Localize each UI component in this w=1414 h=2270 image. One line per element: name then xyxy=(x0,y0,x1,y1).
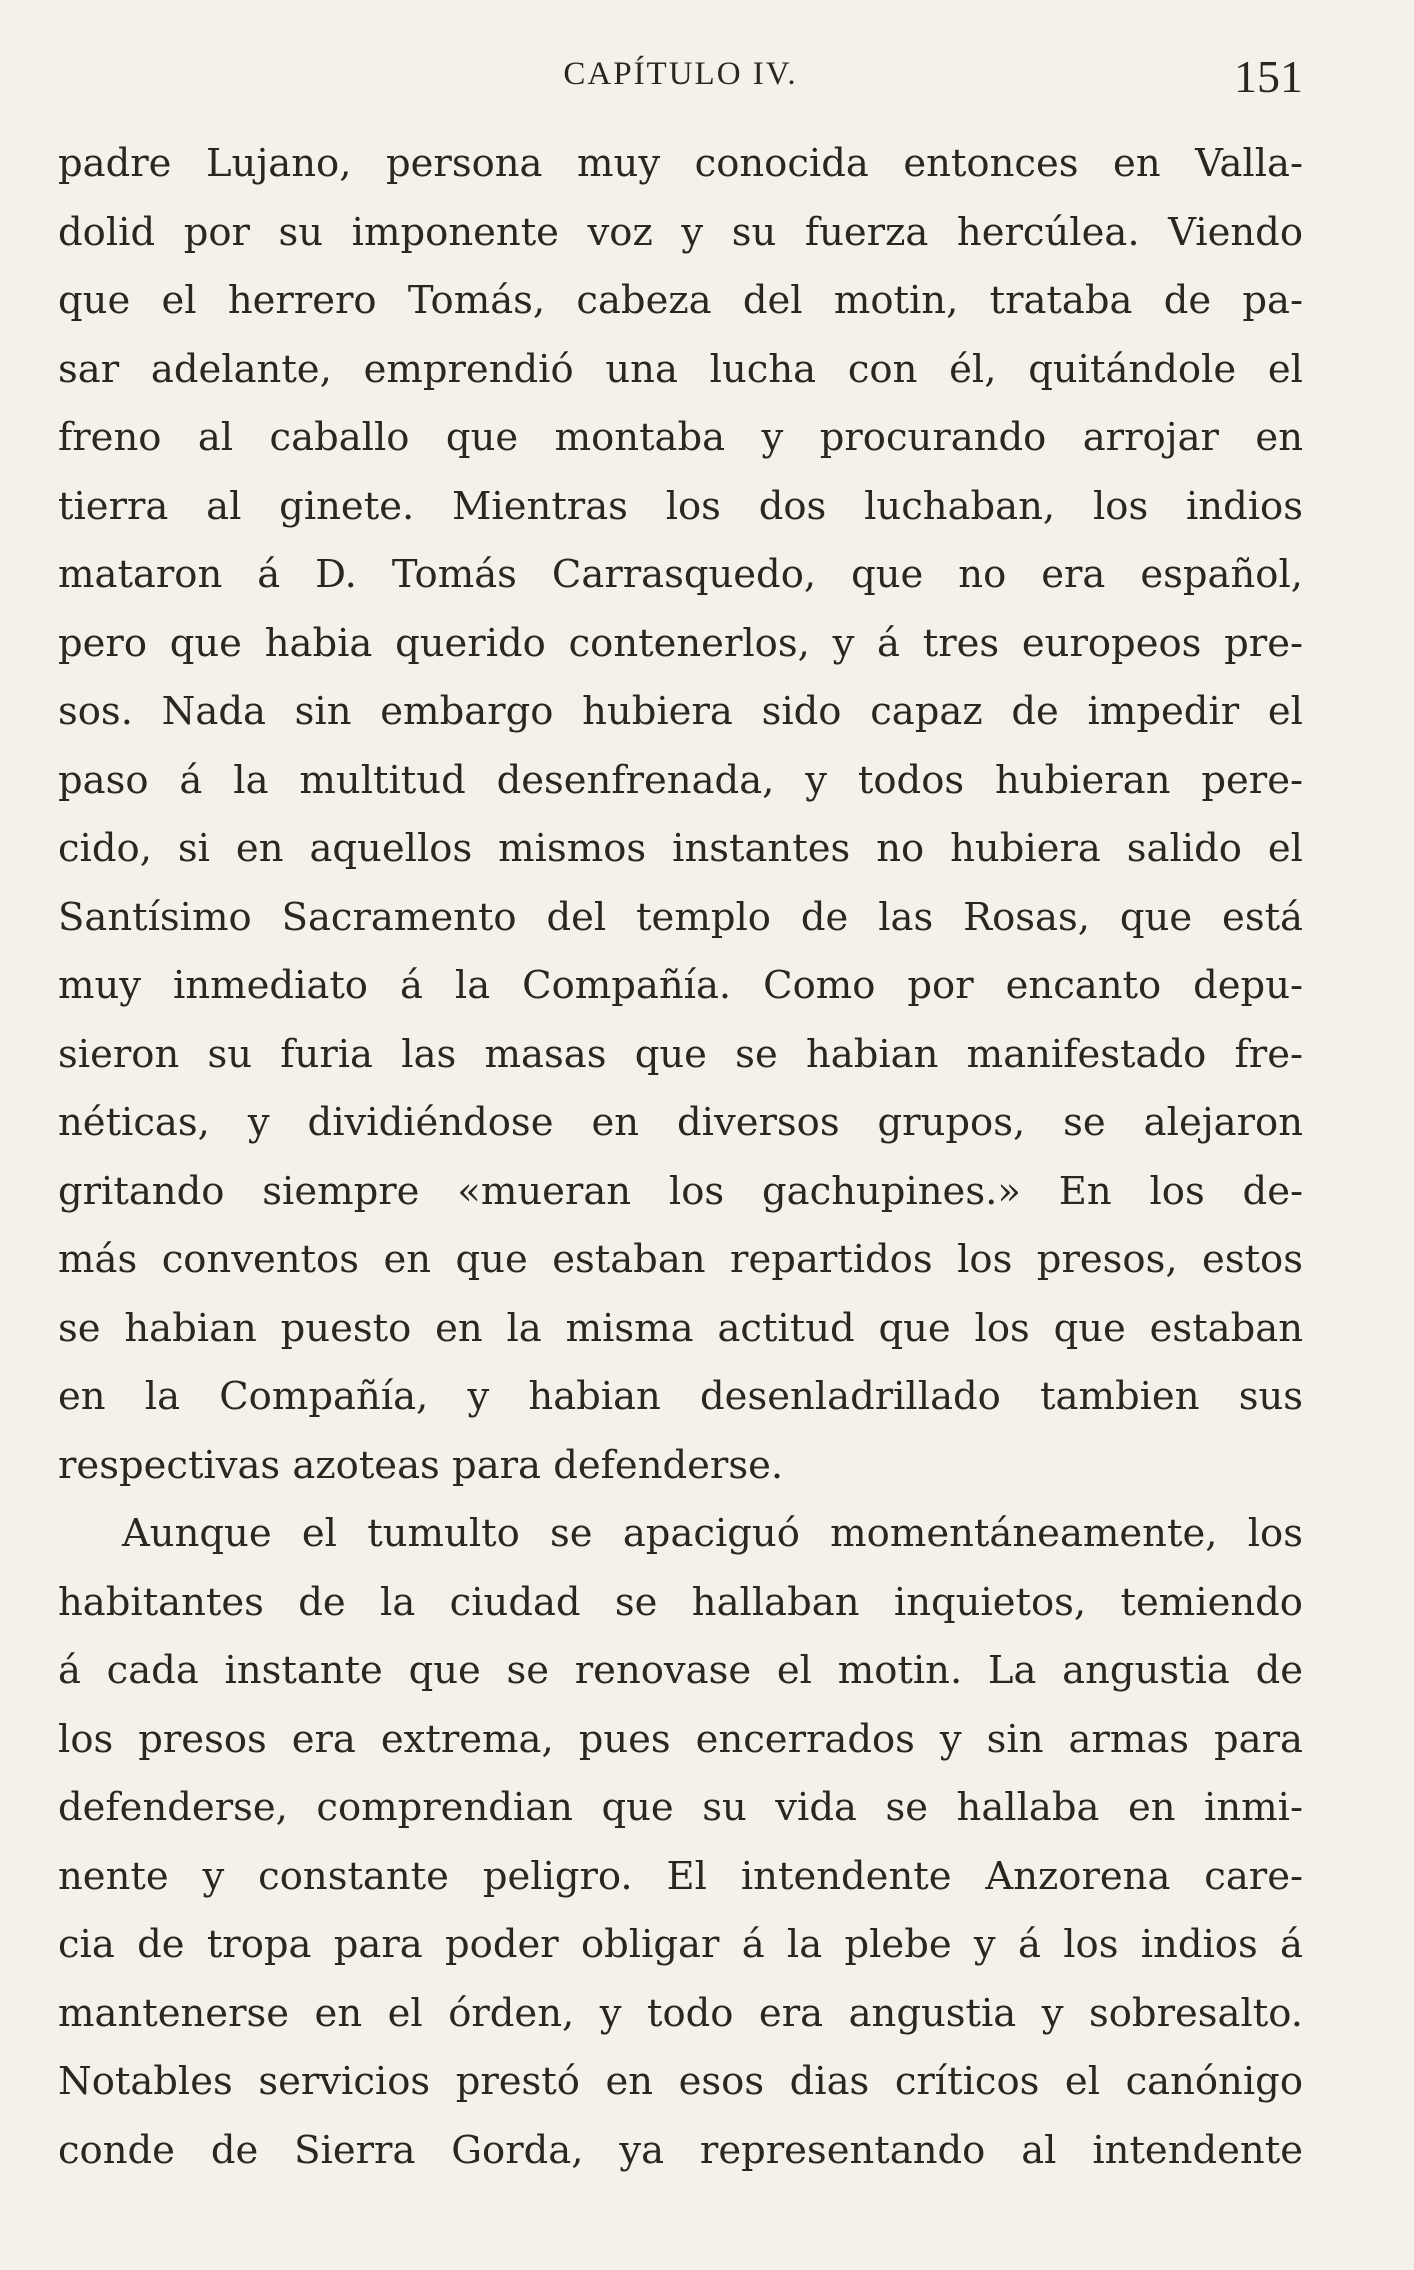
text-line: sieron su furia las masas que se habian manifestado fre- xyxy=(58,1031,1303,1077)
text-line: tierra al ginete. Mientras los dos luchaban, los indios xyxy=(58,483,1303,529)
text-line: cido, si en aquellos mismos instantes no hubiera salido el xyxy=(58,826,1303,871)
text-line: cia de tropa para poder obligar á la plebe y á los indios á xyxy=(58,1922,1303,1967)
text-line: paso á la multitud desenfrenada, y todos hubieran pere- xyxy=(58,757,1303,803)
text-line: muy inmediato á la Compañía. Como por encanto depu- xyxy=(58,963,1303,1008)
text-line: mantenerse en el órden, y todo era angustia y sobresalto. xyxy=(58,1990,1303,2036)
page-number: 151 xyxy=(1234,51,1303,102)
text-line: conde de Sierra Gorda, ya representando al intendente xyxy=(58,2127,1303,2173)
text-line: defenderse, comprendian que su vida se hallaba en inmi- xyxy=(58,1785,1303,1830)
text-line: gritando siempre «mueran los gachupines.» En los de- xyxy=(58,1168,1303,1214)
text-line: sar adelante, emprendió una lucha con él, quitándole el xyxy=(58,346,1303,392)
text-line: Notables servicios prestó en esos dias críticos el canónigo xyxy=(58,2059,1303,2104)
text-line: habitantes de la ciudad se hallaban inquietos, temiendo xyxy=(58,1579,1303,1625)
text-line: sos. Nada sin embargo hubiera sido capaz de impedir el xyxy=(58,689,1303,734)
body-text xyxy=(58,130,1303,2185)
text-line: néticas, y dividiéndose en diversos grupos, se alejaron xyxy=(58,1100,1303,1145)
running-head xyxy=(58,50,1303,110)
text-line: se habian puesto en la misma actitud que los que estaban xyxy=(58,1305,1303,1351)
text-line: en la Compañía, y habian desenladrillado tambien sus xyxy=(58,1374,1303,1419)
chapter-heading: CAPÍTULO IV. xyxy=(563,56,798,92)
paragraph-start-line: Aunque el tumulto se apaciguó momentáneamente, los xyxy=(122,1511,1303,1556)
text-line: pero que habia querido contenerlos, y á tres europeos pre- xyxy=(58,620,1303,666)
text-line: mataron á D. Tomás Carrasquedo, que no era español, xyxy=(58,552,1303,597)
text-line: á cada instante que se renovase el motin. La angustia de xyxy=(58,1648,1303,1693)
text-line: Santísimo Sacramento del templo de las Rosas, que está xyxy=(58,894,1303,940)
text-line: nente y constante peligro. El intendente Anzorena care- xyxy=(58,1853,1303,1899)
text-line: los presos era extrema, pues encerrados y sin armas para xyxy=(58,1716,1303,1762)
text-line: freno al caballo que montaba y procurando arrojar en xyxy=(58,415,1303,460)
text-line: más conventos en que estaban repartidos los presos, estos xyxy=(58,1237,1303,1282)
text-line: que el herrero Tomás, cabeza del motin, trataba de pa- xyxy=(58,278,1303,323)
paragraph-end-line: respectivas azoteas para defenderse. xyxy=(58,1442,784,1488)
text-line: padre Lujano, persona muy conocida entonces en Valla- xyxy=(58,141,1303,186)
text-line: dolid por su imponente voz y su fuerza hercúlea. Viendo xyxy=(58,209,1303,255)
